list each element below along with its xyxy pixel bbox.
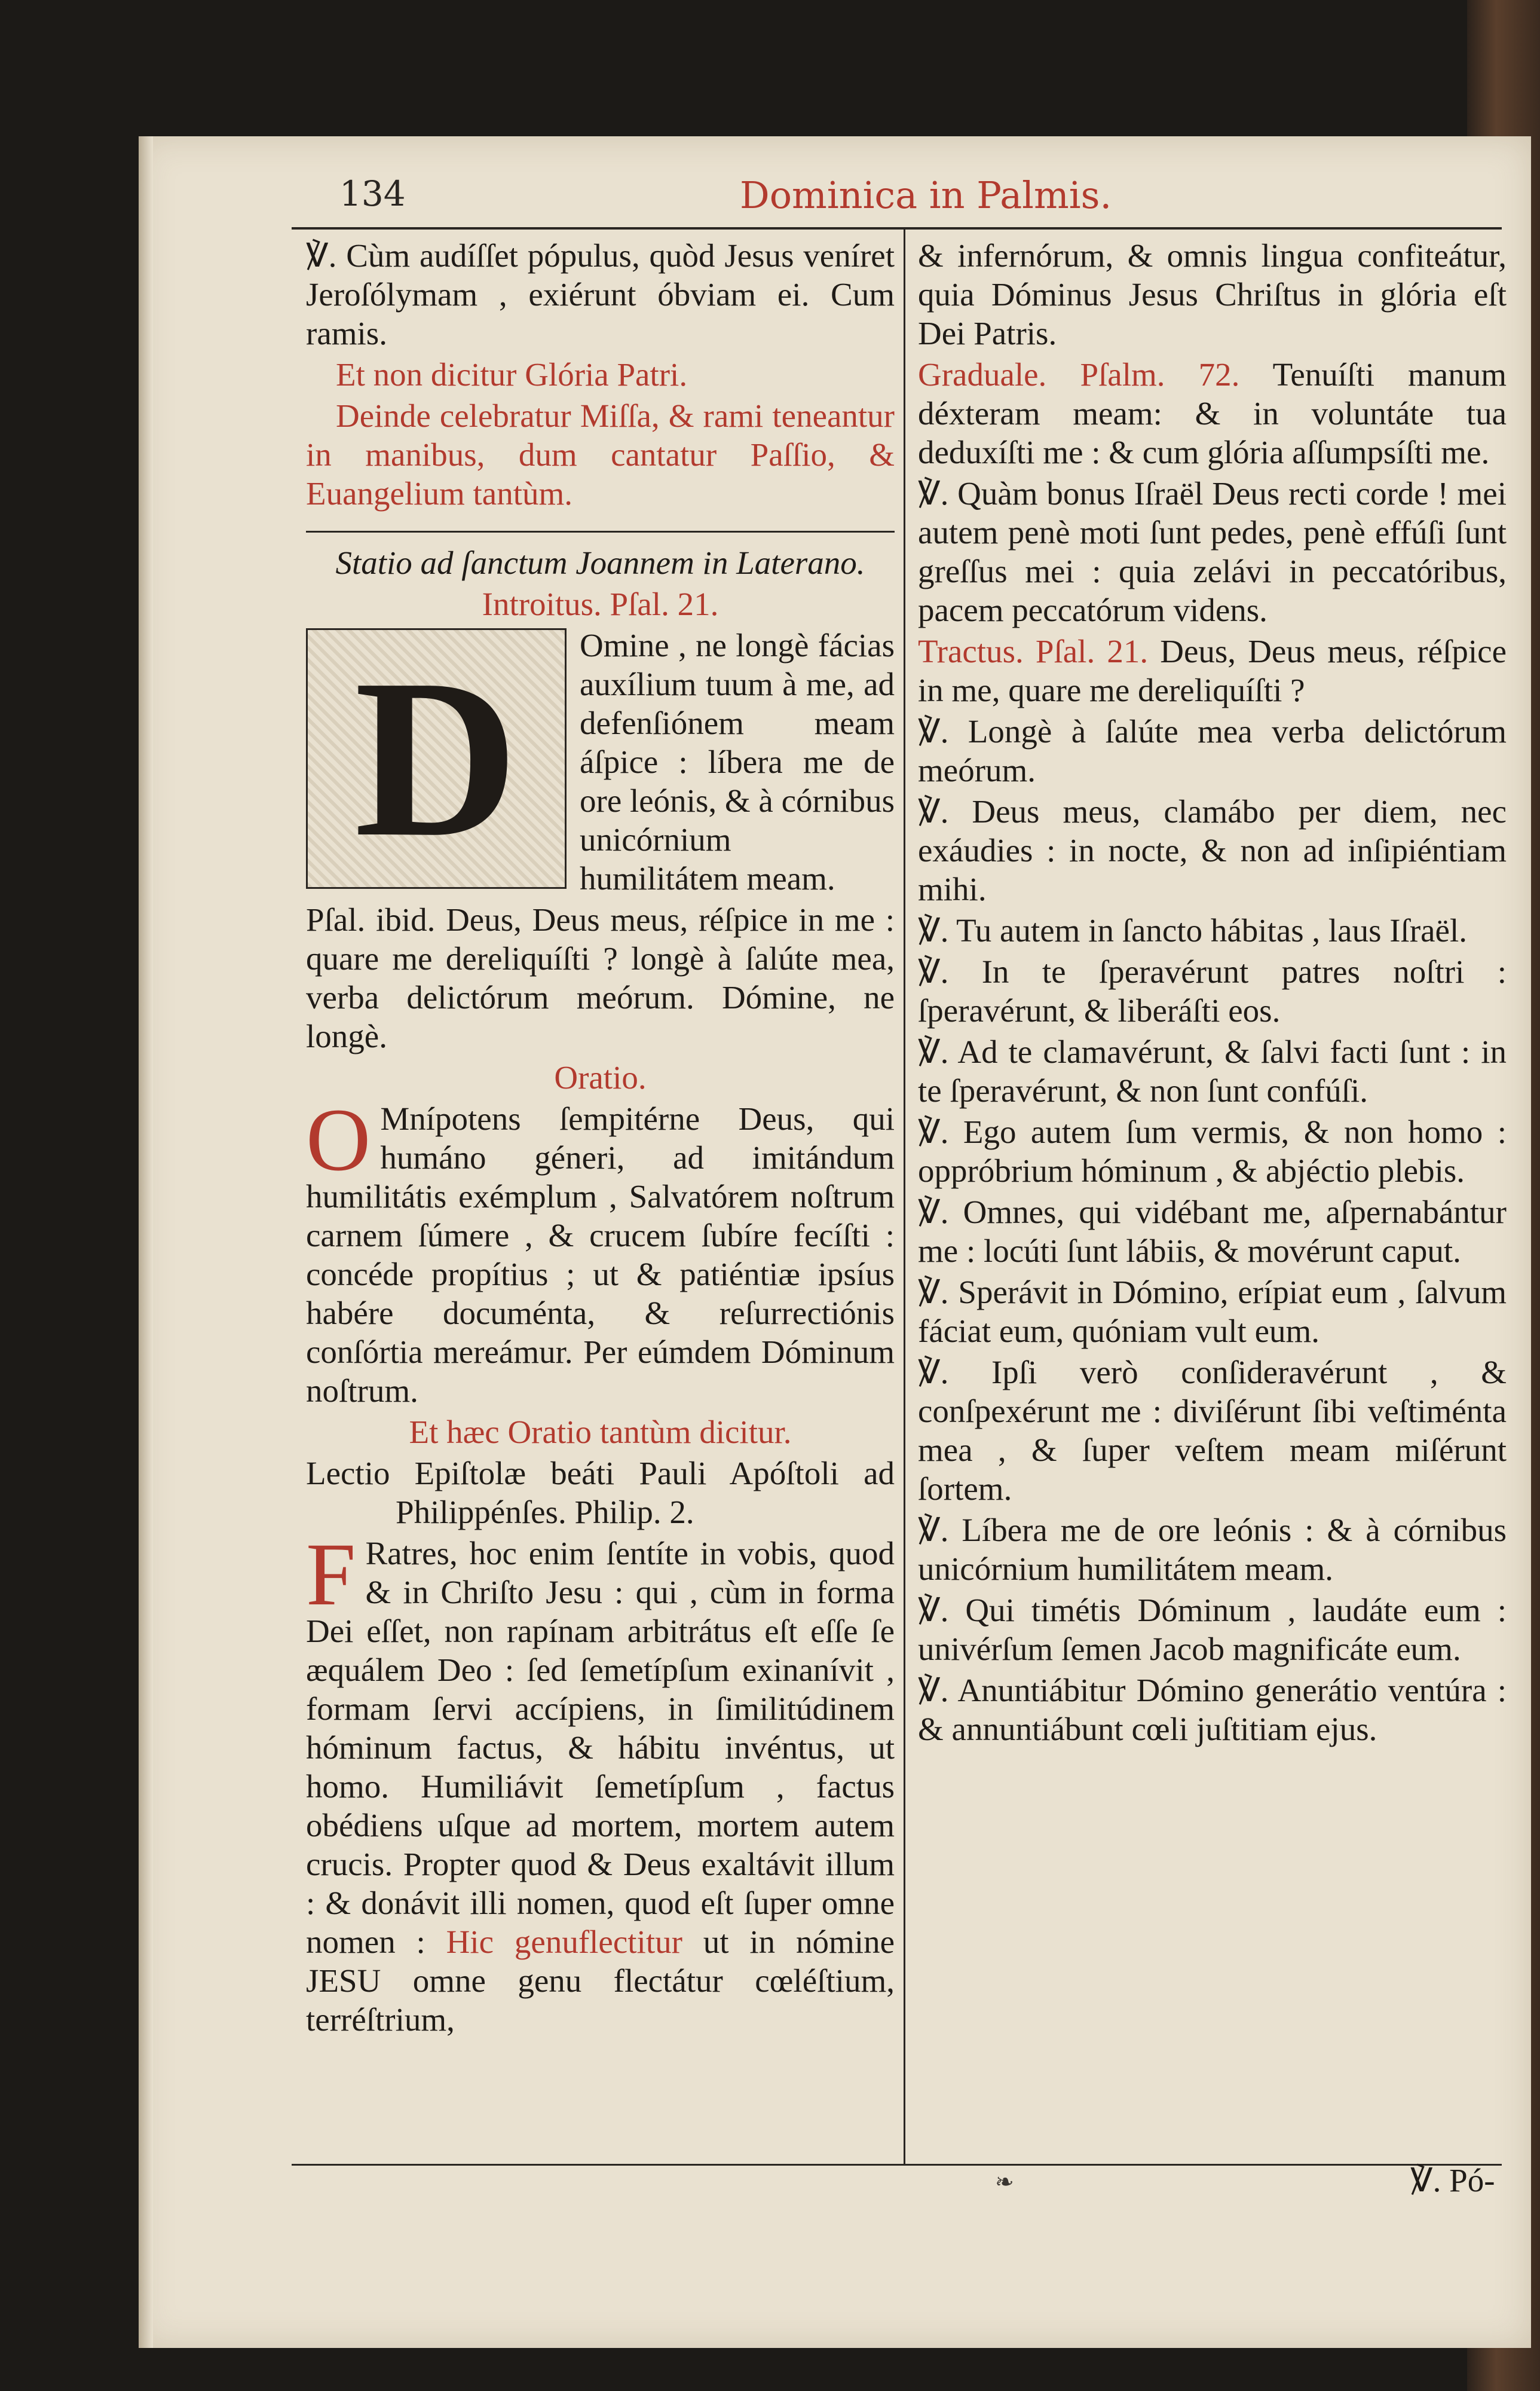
- versicle: ℣. Deus meus, clamábo per diem, nec exáudies : in nocte, & non ad inſipiéntiam mihi.: [918, 793, 1507, 907]
- statio-heading: Statio ad ſanctum Joannem in Laterano.: [335, 545, 865, 581]
- top-rule: [292, 227, 1502, 230]
- versicle: ℣. Anuntiábitur Dómino generátio ventúra : & annuntiábunt cœli juſtitiam ejus.: [918, 1672, 1507, 1747]
- right-column: [918, 236, 1507, 1751]
- versicle: ℣. Quàm bonus Iſraël Deus recti corde ! mei autem penè moti ſunt pedes, penè effúſi ſunt greſſus mei : quia zelávi in peccatóribus, pacem peccatórum videns.: [918, 475, 1507, 628]
- tractus-heading: Tractus. Pſal. 21.: [918, 633, 1149, 669]
- initial-letter-o: O: [306, 1090, 371, 1190]
- tractus-text: Deus, Deus meus, réſpice in me, quare me dereliquíſti ?: [918, 633, 1507, 708]
- rubric: Et non dicitur Glória Patri.: [336, 356, 688, 393]
- versicle: ℣. Sperávit in Dómino, erípiat eum , ſalvum fáciat eum, quóniam vult eum.: [918, 1274, 1507, 1349]
- fleuron-ornament: ❧: [995, 2169, 1014, 2195]
- versicle: ℣. Ipſi verò conſideravérunt , & conſpexérunt me : diviſérunt ſibi veſtiménta mea , & ſuper veſtem meam miſérunt ſortem.: [918, 1354, 1507, 1507]
- versicle: ℣. Ad te clamavérunt, & ſalvi facti ſunt : in te ſperavérunt, & non ſunt confúſi.: [918, 1034, 1507, 1109]
- lectio-heading: Lectio Epiſtolæ beáti Pauli Apóſtoli ad Philippénſes. Philip. 2.: [306, 1455, 895, 1530]
- section-rule: [306, 531, 895, 533]
- decorated-initial: [306, 628, 567, 889]
- versicle: ℣. Tu autem in ſancto hábitas , laus Iſraël.: [918, 912, 1467, 949]
- versicle: ℣. Omnes, qui vidébant me, aſpernabántur me : locúti ſunt lábiis, & movérunt caput.: [918, 1194, 1507, 1269]
- graduale-text: Tenuíſti manum déxteram meam: & in voluntáte tua deduxíſti me : & cum glória aſſumpsíſti me.: [918, 356, 1507, 470]
- epistle-body: Ratres, hoc enim ſentíte in vobis, quod & in Chriſto Jesu : qui , cùm in forma Dei eſſet, non rapínam arbitrátus eſt eſſe ſe æquálem Deo : ſed ſemetípſum exinanívit , formam ſervi accípiens, in ſimilitúdinem hóminum factus, & hábitu invéntus, ut homo. Humiliávit ſemetípſum , factus obédiens uſque ad mortem, mortem autem crucis. Propter quod & Deus exaltávit illum : & donávit illi nomen, quod eſt ſuper omne nomen :: [306, 1535, 895, 1960]
- versicle-paragraph: ℣. Cùm audíſſet pópulus, quòd Jesus veníret Jeroſólymam , exiérunt óbviam ei. Cum ramis.: [306, 237, 895, 351]
- versicle: ℣. In te ſperavérunt patres noſtri : ſperavérunt, & liberáſti eos.: [918, 953, 1507, 1029]
- versicle: ℣. Líbera me de ore leónis : & à córnibus unicórnium humilitátem meam.: [918, 1512, 1507, 1587]
- versicle: ℣. Qui timétis Dóminum , laudáte eum : univérſum ſemen Jacob magnificáte eum.: [918, 1592, 1507, 1667]
- psalm-verse: Pſal. ibid. Deus, Deus meus, réſpice in me : quare me dereliquíſti ? longè à ſalúte mea, verba delictórum meórum. Dómine, ne longè.: [306, 901, 895, 1054]
- tractus: [918, 632, 1507, 710]
- graduale-heading: Graduale. Pſalm. 72.: [918, 356, 1240, 393]
- decorated-initial-letter: D: [354, 632, 519, 884]
- epistle-continuation: & infernórum, & omnis lingua confiteátur, quia Dóminus Jesus Chriſtus in glória eſt Dei Patris.: [918, 237, 1507, 351]
- oratio-text: Mnípotens ſempitérne Deus, qui humáno géneri, ad imitándum humilitátis exémplum , Salvatórem noſtrum carnem ſúmere , & crucem ſubíre fecíſti : concéde propítius ; ut & patiéntiæ ipsíus habére documénta, & reſurrectiónis conſórtia mereámur. Per eúmdem Dóminum noſtrum.: [306, 1100, 895, 1409]
- versicle: ℣. Longè à ſalúte mea verba delictórum meórum.: [918, 713, 1507, 788]
- rubric: Deinde celebratur Miſſa, & rami teneantur in manibus, dum cantatur Paſſio, & Euangelium tantùm.: [306, 398, 895, 512]
- epistle-text: [306, 1525, 895, 2039]
- introitus-heading: Introitus. Pſal. 21.: [482, 586, 719, 622]
- catchword: ℣. Pó-: [1410, 2162, 1495, 2199]
- graduale: [918, 355, 1507, 472]
- versicle: ℣. Ego autem ſum vermis, & non homo : oppróbrium hóminum , & abjéctio plebis.: [918, 1114, 1507, 1189]
- left-column: [306, 236, 895, 2041]
- introit-text: Omine , ne longè fácias auxílium tuum à me, ad defenſiónem meam áſpice : líbera me de ore leónis, & à córnibus unicórnium humilitátem meam.: [580, 627, 895, 897]
- rubric: Et hæc Oratio tantùm dicitur.: [409, 1414, 792, 1450]
- page-header: [339, 173, 1475, 221]
- oratio-heading: Oratio.: [554, 1059, 647, 1096]
- running-head: Dominica in Palmis.: [740, 173, 1112, 217]
- bottom-rule: [292, 2164, 1502, 2166]
- genuflect-rubric: Hic genuflectitur: [446, 1924, 682, 1960]
- epistle-ending: ut in nómine JESU omne genu flectátur cœléſtium, terréſtrium,: [306, 1924, 895, 2038]
- column-divider: [904, 230, 905, 2164]
- page-gutter-shadow: [139, 136, 153, 2348]
- page-number: 134: [339, 173, 406, 214]
- initial-letter-f: F: [306, 1525, 356, 1624]
